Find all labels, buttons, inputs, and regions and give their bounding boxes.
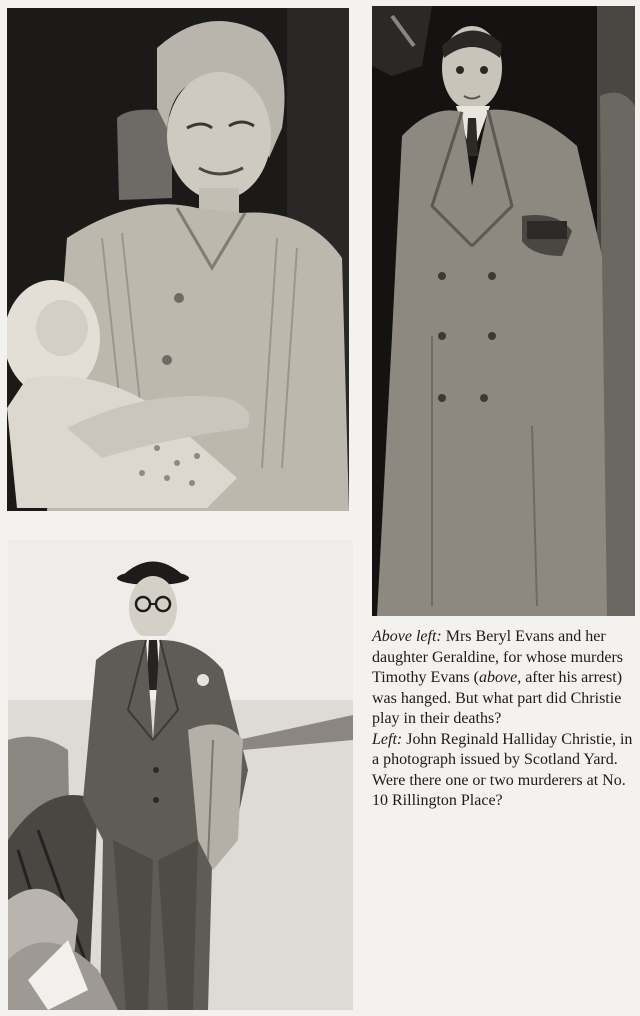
photo-christie-drawing (8, 540, 353, 1010)
caption-text-1a: Mrs Beryl Evans and her daughter Geraldine, for whose murders Timothy Evans ( (372, 628, 624, 686)
caption-lead-above-left: Above left: (372, 628, 442, 645)
photo-timothy-evans (372, 6, 635, 616)
photo-beryl-and-geraldine (7, 8, 349, 511)
photo-beryl-drawing (7, 8, 349, 511)
caption-text-2: John Reginald Halliday Christie, in a photograph issued by Scotland Yard. Were there one or two murderers at No. 10 Rillington Place? (372, 730, 633, 809)
caption-lead-left: Left: (372, 730, 403, 748)
caption-text-1b: after his arrest) was hanged. But what part did Christie play in their deaths? (372, 669, 623, 727)
photo-john-christie (8, 540, 353, 1010)
photo-caption (372, 627, 634, 812)
photo-timothy-drawing (372, 6, 635, 616)
caption-paragraph-1 (372, 627, 634, 730)
caption-emphasis-above: above, (478, 669, 522, 686)
caption-paragraph-2 (372, 730, 634, 812)
